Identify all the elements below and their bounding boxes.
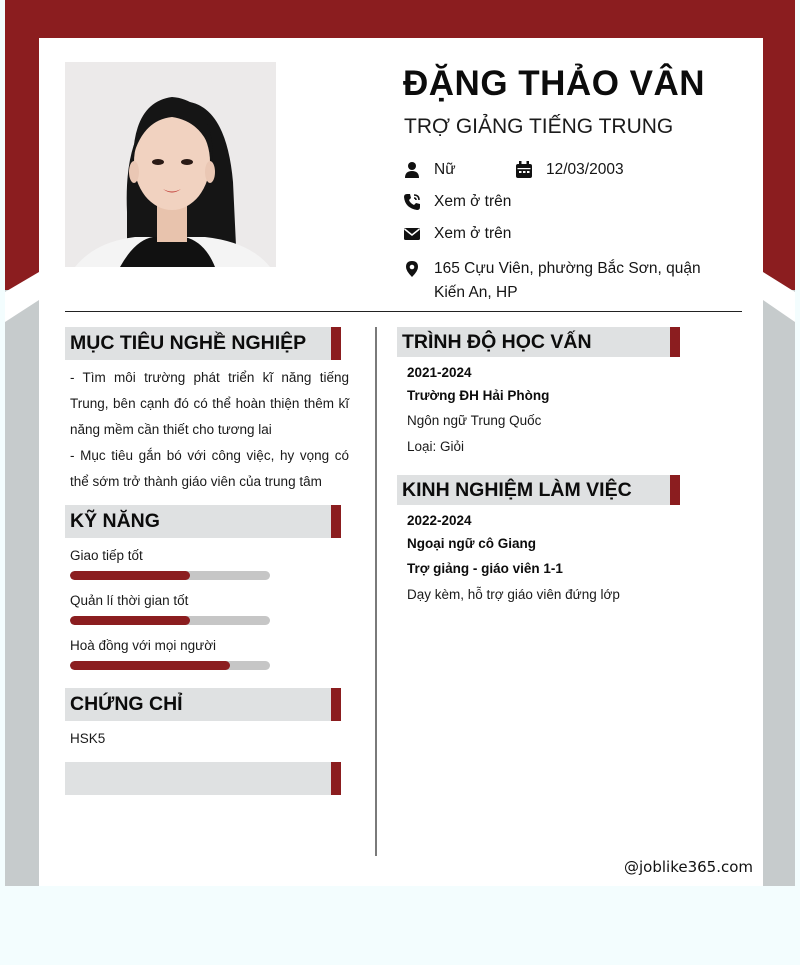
objective-heading bbox=[65, 327, 341, 360]
skill-bar-fill bbox=[70, 661, 230, 670]
education-period: 2021-2024 bbox=[407, 365, 472, 380]
heading-accent bbox=[670, 475, 680, 505]
skill-label: Quản lí thời gian tốt bbox=[70, 593, 189, 608]
calendar-icon bbox=[515, 161, 533, 179]
objective-text bbox=[70, 365, 349, 495]
profile-photo bbox=[65, 62, 276, 267]
skill-label: Giao tiếp tốt bbox=[70, 548, 143, 563]
experience-heading-text: KINH NGHIỆM LÀM VIỆC bbox=[402, 478, 632, 501]
email-info bbox=[403, 225, 511, 243]
phone-info bbox=[403, 193, 511, 211]
address-info bbox=[403, 257, 713, 305]
skill-bar bbox=[70, 571, 270, 580]
envelope-icon bbox=[403, 225, 421, 243]
heading-accent bbox=[331, 327, 341, 360]
experience-company: Ngoại ngữ cô Giang bbox=[407, 536, 537, 551]
heading-accent bbox=[670, 327, 680, 357]
certificate-item: HSK5 bbox=[70, 731, 106, 746]
birthdate-info bbox=[515, 161, 624, 179]
education-heading bbox=[397, 327, 680, 357]
heading-accent bbox=[331, 505, 341, 538]
location-pin-icon bbox=[403, 260, 421, 278]
skill-label: Hoà đồng với mọi người bbox=[70, 638, 217, 653]
column-divider bbox=[375, 327, 377, 856]
empty-section-heading bbox=[65, 762, 341, 795]
skills-heading-text: KỸ NĂNG bbox=[70, 510, 160, 532]
header-divider bbox=[65, 311, 742, 312]
address-value: 165 Cựu Viên, phường Bắc Sơn, quận Kiến An, HP bbox=[434, 260, 701, 301]
education-major: Ngôn ngữ Trung Quốc bbox=[407, 413, 542, 428]
gender-value: Nữ bbox=[434, 161, 456, 178]
gender-info bbox=[403, 161, 456, 179]
phone-icon bbox=[403, 193, 421, 211]
job-title: TRỢ GIẢNG TIẾNG TRUNG bbox=[404, 115, 674, 138]
education-school: Trường ĐH Hải Phòng bbox=[407, 388, 550, 403]
objective-line-1: - Tìm môi trường phát triển kĩ năng tiếng Trung, bên cạnh đó có thể hoàn thiện thêm kĩ năng mềm cần thiết cho tương lai bbox=[70, 370, 349, 437]
experience-period: 2022-2024 bbox=[407, 513, 472, 528]
skills-heading bbox=[65, 505, 341, 538]
skill-bar-fill bbox=[70, 616, 190, 625]
footer-credit: @joblike365.com bbox=[624, 858, 754, 876]
birthdate-value: 12/03/2003 bbox=[546, 161, 624, 178]
certificates-heading-text: CHỨNG CHỈ bbox=[70, 693, 183, 715]
skill-bar-fill bbox=[70, 571, 190, 580]
education-grade: Loại: Giỏi bbox=[407, 439, 465, 454]
heading-accent bbox=[331, 688, 341, 721]
email-value: Xem ở trên bbox=[434, 225, 512, 242]
objective-line-2: - Mục tiêu gắn bó với công việc, hy vọng có thể sớm trở thành giáo viên của trung tâm bbox=[70, 448, 349, 489]
certificates-heading bbox=[65, 688, 341, 721]
experience-position: Trợ giảng - giáo viên 1-1 bbox=[407, 561, 563, 576]
skill-bar bbox=[70, 661, 270, 670]
experience-description: Dạy kèm, hỗ trợ giáo viên đứng lớp bbox=[407, 587, 620, 602]
objective-heading-text: MỤC TIÊU NGHỀ NGHIỆP bbox=[70, 332, 307, 354]
education-heading-text: TRÌNH ĐỘ HỌC VẤN bbox=[402, 330, 592, 353]
person-icon bbox=[403, 161, 421, 179]
candidate-name: ĐẶNG THẢO VÂN bbox=[403, 64, 706, 103]
heading-accent bbox=[331, 762, 341, 795]
skill-bar bbox=[70, 616, 270, 625]
phone-value: Xem ở trên bbox=[434, 193, 512, 210]
experience-heading bbox=[397, 475, 680, 505]
